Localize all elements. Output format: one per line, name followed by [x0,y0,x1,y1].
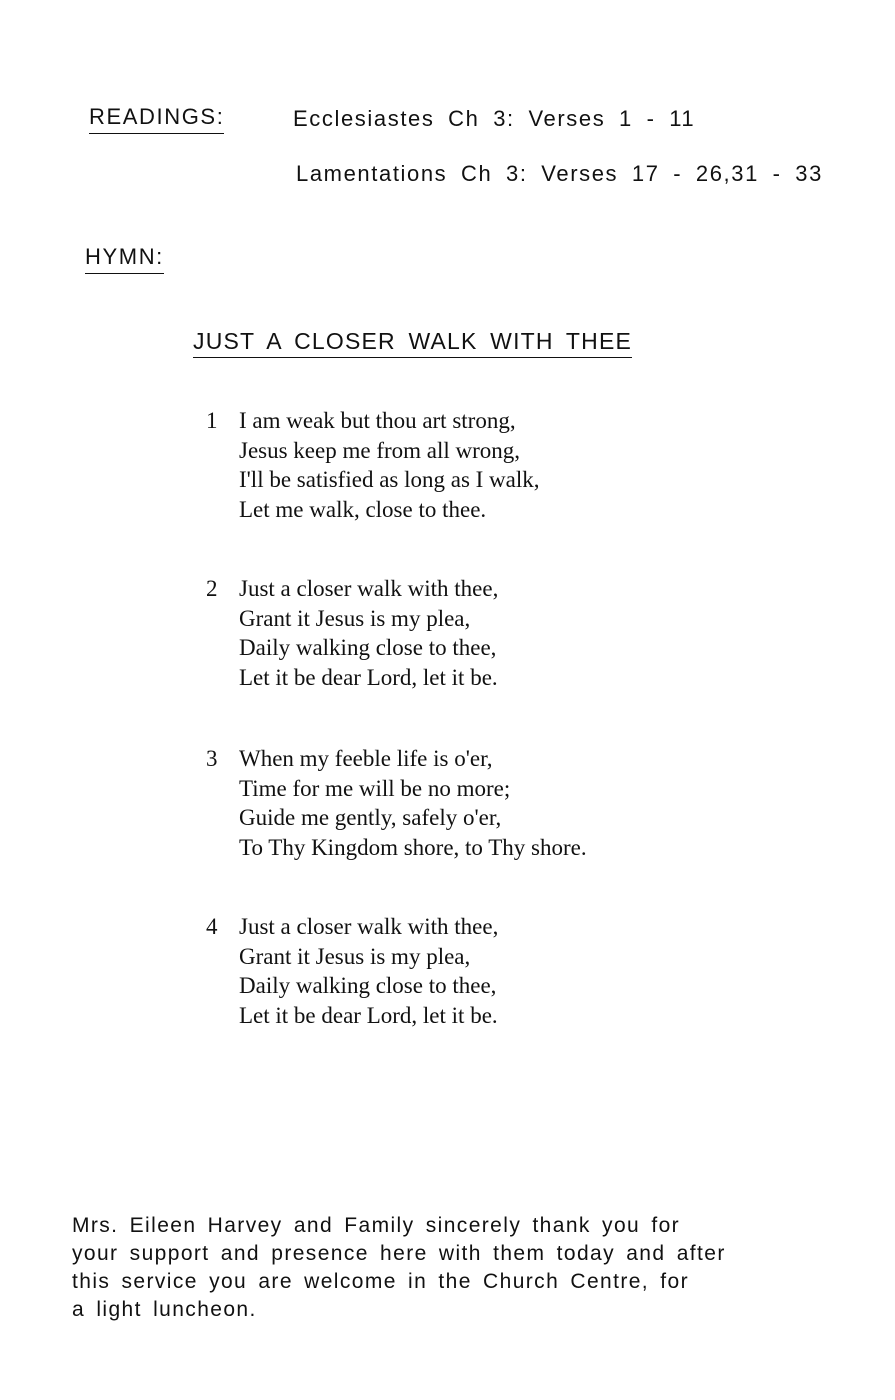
thank-you-note [72,1212,852,1324]
verse-line: Daily walking close to thee, [239,973,497,998]
verse-number: 1 [206,408,218,433]
verse-line: Let it be dear Lord, let it be. [239,1002,498,1028]
verse-line: Just a closer walk with thee, [239,914,499,939]
verse-lines [239,406,540,524]
verse-line: Just a closer walk with thee, [239,576,499,601]
thank-you-line: your support and presence here with them today and after [72,1242,726,1265]
reading-lamentations: Lamentations Ch 3: Verses 17 - 26,31 - 33 [296,161,823,186]
verse-line: Let me walk, close to thee. [239,496,487,522]
verse-number: 2 [206,576,218,601]
verse-line: Jesus keep me from all wrong, [239,437,521,463]
verse-line: I'll be satisfied as long as I walk, [239,467,540,492]
verse-line: Grant it Jesus is my plea, [239,943,471,969]
thank-you-line: this service you are welcome in the Church Centre, for [72,1270,689,1293]
verse-lines [239,912,498,1030]
verse-number: 4 [206,914,218,939]
verse-line: Guide me gently, safely o'er, [239,805,502,830]
verse-line: Daily walking close to thee, [239,635,497,660]
verse-line: I am weak but thou art strong, [239,408,516,433]
verse-line: Grant it Jesus is my plea, [239,605,471,631]
thank-you-line: a light luncheon. [72,1298,257,1321]
verse-line: When my feeble life is o'er, [239,746,493,771]
readings-heading: READINGS: [89,104,224,134]
verse-line: Let it be dear Lord, let it be. [239,664,498,690]
reading-ecclesiastes: Ecclesiastes Ch 3: Verses 1 - 11 [293,106,696,131]
hymn-heading: HYMN: [85,244,164,274]
hymn-title: JUST A CLOSER WALK WITH THEE [193,327,632,358]
verse-lines [239,744,587,862]
thank-you-line: Mrs. Eileen Harvey and Family sincerely thank you for [72,1214,681,1237]
verse-lines [239,574,498,692]
verse-line: To Thy Kingdom shore, to Thy shore. [239,834,587,860]
verse-line: Time for me will be no more; [239,775,511,801]
verse-number: 3 [206,746,218,771]
